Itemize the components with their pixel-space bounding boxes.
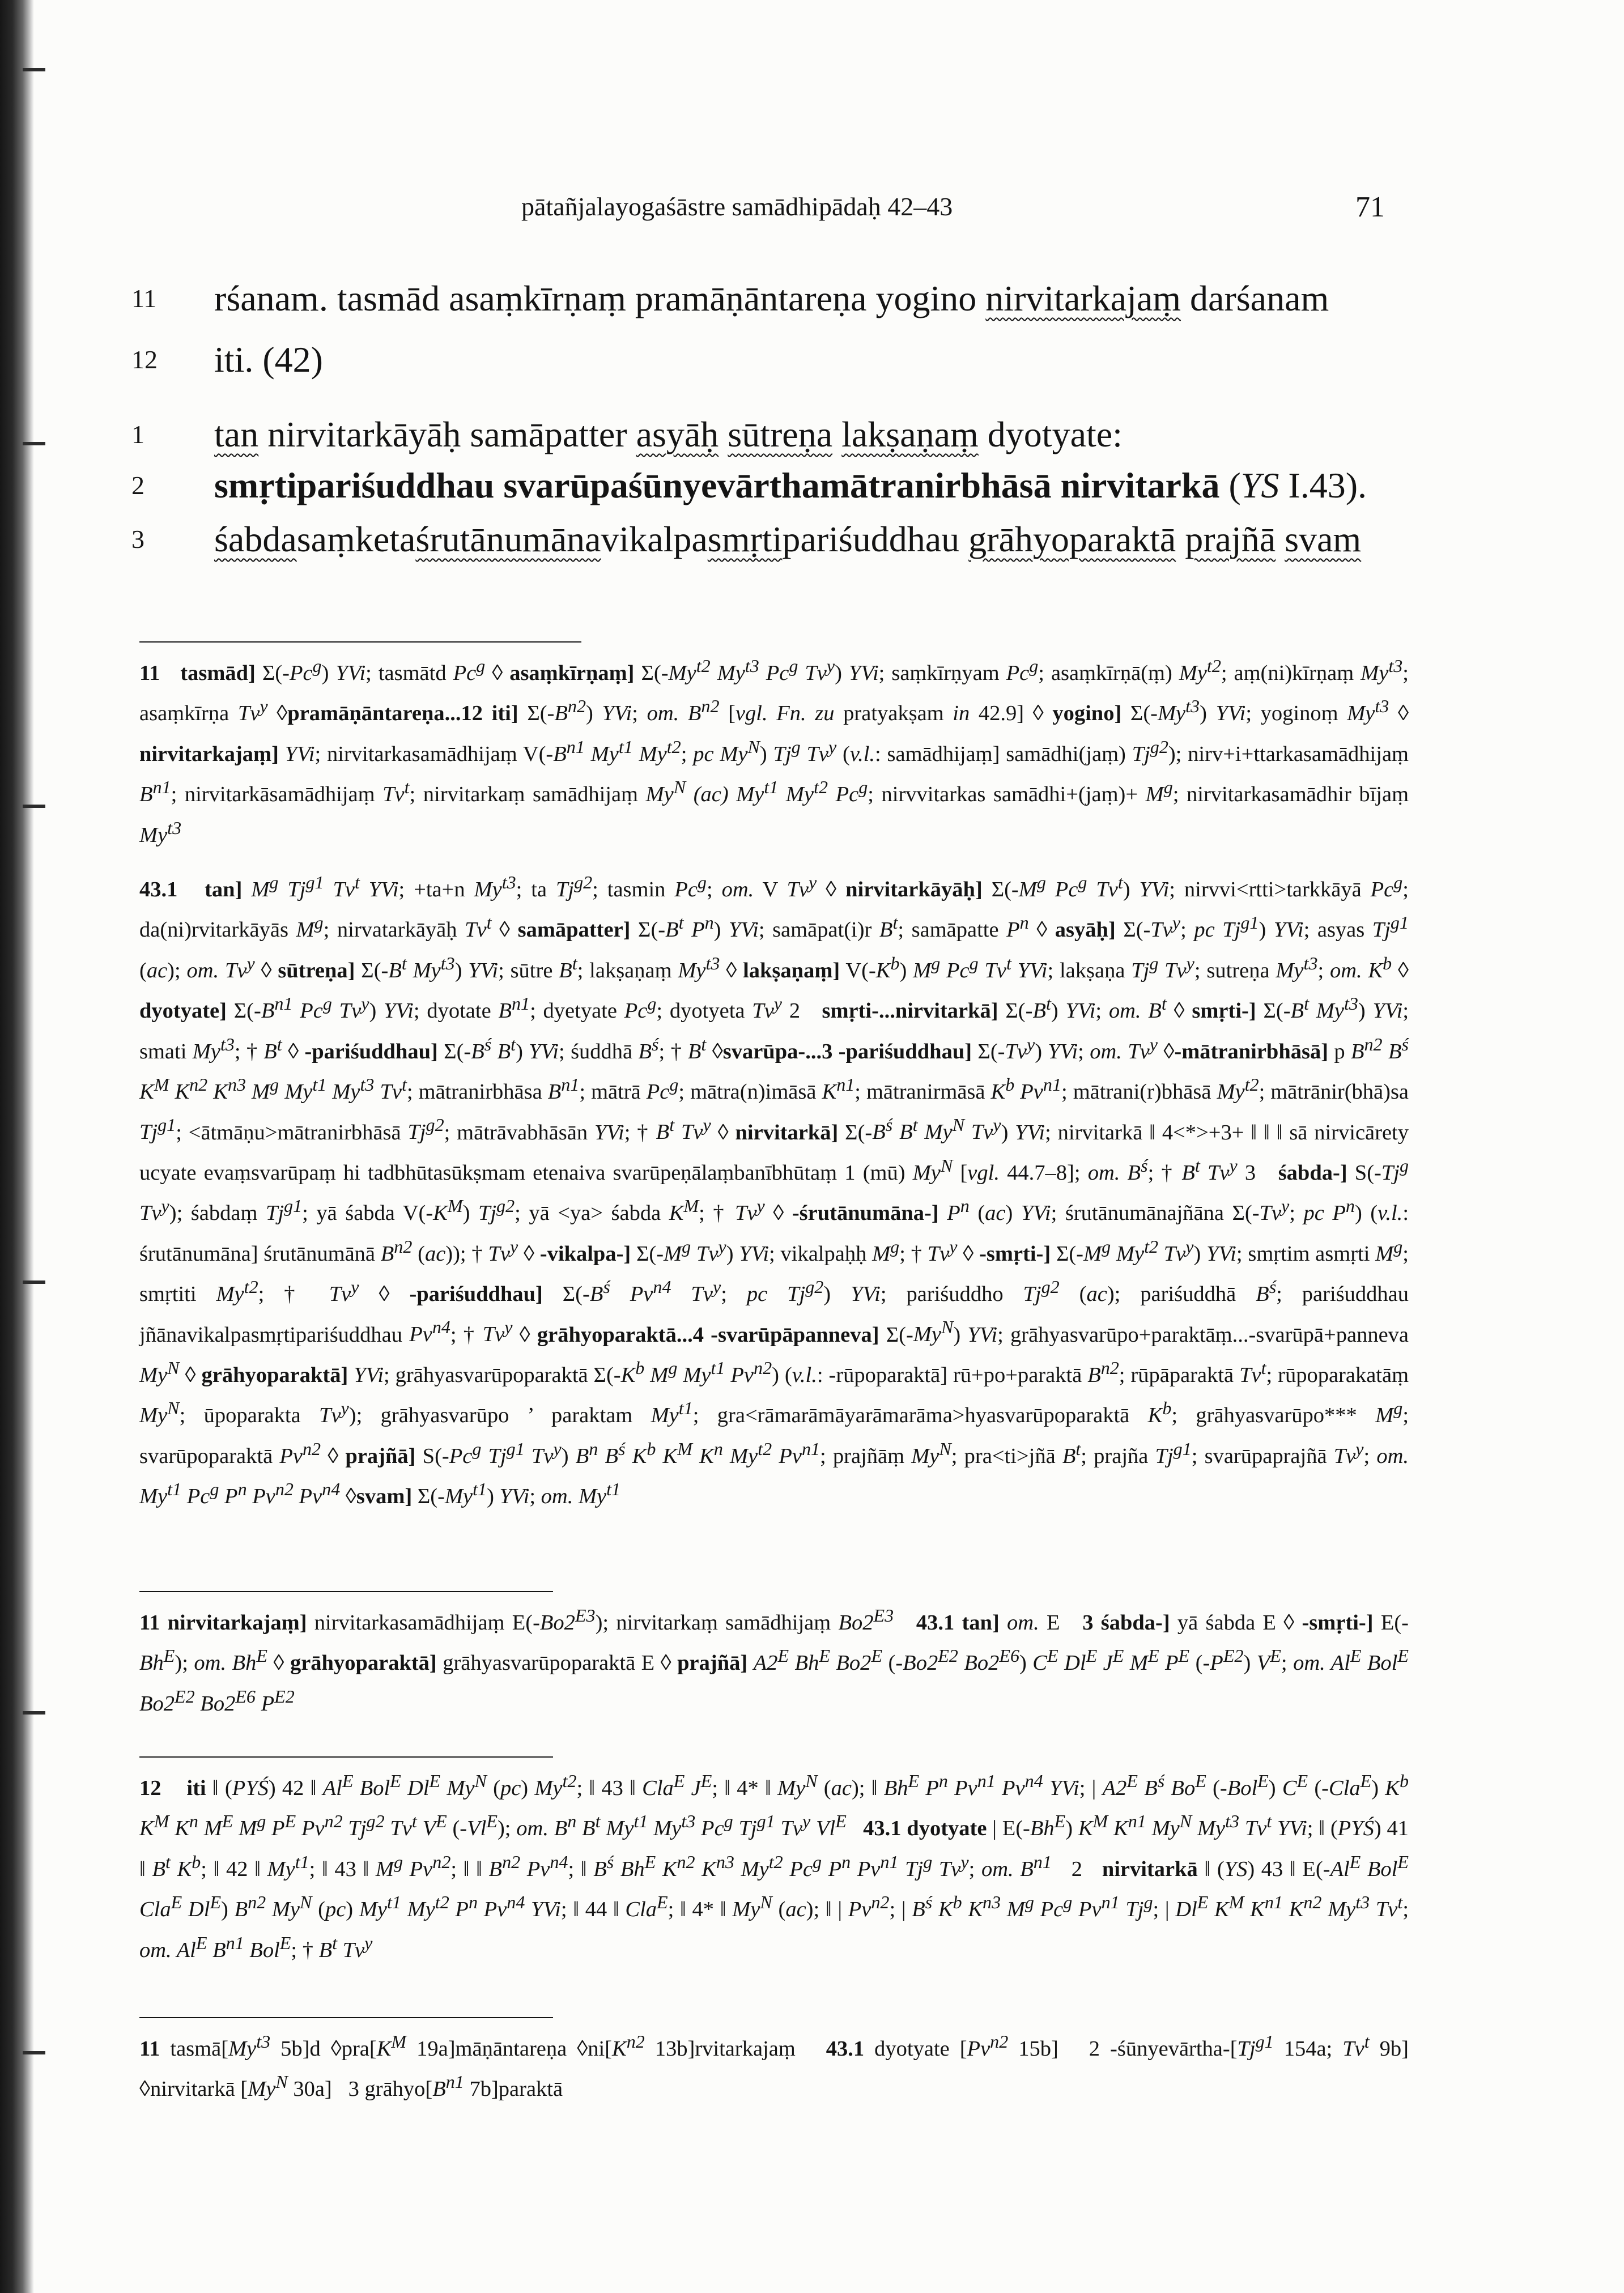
- line-text: iti. (42): [214, 339, 323, 380]
- running-header: pātañjalayogaśāstre samādhipādaḥ 42–43: [521, 192, 953, 221]
- line-text: smṛtipariśuddhau svarūpaśūnyevārthamātranirbhāsā nirvitarkā (YS I.43).: [214, 465, 1367, 505]
- line-number: 12: [131, 345, 158, 374]
- line-number: 2: [131, 471, 144, 500]
- footnote-rule: [139, 2017, 553, 2018]
- line-number: 3: [131, 525, 144, 554]
- apparatus-paragraph: 11 tasmād] Σ(-Pc$^g$) YVi; tasmātd Pc$^g$ ◊ asaṃkīrṇaṃ] $\Sigma(-My^{t2}$ $My^{t3}$ Pc$^g$ Tv$^y$) YVi; saṃkīrṇyam Pc$^g$; asaṃkīrṇā(ṃ) $My^{t2}$; aṃ(ni)kīrṇaṃ $My^{t3}$; asaṃkīrṇa Tv$^y$ ◊pramāṇāntareṇa...12 iti] $\Sigma(-B^{n2})$ YVi; om. $B^{n2}$ [vgl. Fn. zu pratyakṣam in 42.9] ◊ yogino] $\Sigma(-My^{t3})$ YVi; yoginoṃ $My^{t3}$ ◊ nirvitarkajaṃ] YVi; nirvitarkasamādhijaṃ $V(-B^{n1}$ $My^{t1}$ $My^{t2}$; pc $My^N$) Tj$^g$ Tv$^y$ (v.l.: samādhijaṃ] samādhi(jaṃ) $Tj^{g2}$); nirv+i+ttarkasamādhijaṃ $B^{n1}$; nirvitarkāsamādhijaṃ Tv$^t$; nirvitarkaṃ samādhijaṃ $My^N$ (ac) $My^{t1}$ $My^{t2}$ Pc$^g$; nirvvitarkas samādhi+(jaṃ)+ $M^g$; nirvitarkasamādhir bījaṃ $My^{t3}$: [139, 656, 1409, 847]
- text-line: [131, 518, 1537, 564]
- binding-mark: [23, 805, 45, 808]
- apparatus-paragraph: 11 $tasmā[My^{t3}$ 5b]d $◊pra[K^M$ 19a]māṇāntareṇa $◊ni[K^{n2}$ 13b]rvitarkajaṃ 43.1 dyotyate [$Pv^{n2}$ 15b] 2 $-śūnyevārtha-[Tj^{g1}$ 154a; Tv$^t$ 9b] ◊nirvitarkā [$My^N$ 30a] 3 $grāhyo[B^{n1}$ 7b]paraktā: [139, 2031, 1409, 2101]
- binding-mark: [23, 2051, 45, 2054]
- apparatus-paragraph: 12 iti ‖ (PYŚ) 42 ‖ $Al^E$ Bol$^E$ $Dl^E$ $My^N$ (pc) $My^{t2}$; ‖ 43 ‖ Cla$^E$ $J^E$; ‖ 4* ‖ $My^N$ (ac); ‖ $Bh^E$ $P^n$ $Pv^{n1}$ $Pv^{n4}$ YVi; | $A2^E$ $B^ś$ $Bo^E$ (-Bol$^E$) $C^E$ (-Cla$^E$) $K^b$ $K^M$ $K^n$ $M^E$ $M^g$ $P^E$ $Pv^{n2}$ $Tj^{g2}$ Tv$^t$ $V^E$ $(-Vl^E)$; om. $B^n$ $B^t$ $My^{t1}$ $My^{t3}$ Pc$^g$ $Tj^{g1}$ Tv$^y$ $Vl^E$ 43.1 dyotyate | $E(-Bh^E)$ $K^M$ $K^{n1}$ $My^N$ $My^{t3}$ Tv$^t$ YVi; ‖ (PYŚ) 41 ‖ $B^t$ $K^b$; ‖ 42 ‖ $My^{t1}$; ‖ 43 ‖ $M^g$ $Pv^{n2}$; ‖ ‖ $B^{n2}$ $Pv^{n4}$; ‖ $B^ś$ $Bh^E$ $K^{n2}$ $K^{n3}$ $My^{t2}$ Pc$^g$ $P^n$ $Pv^{n1}$ Tj$^g$ Tv$^y$; om. $B^{n1}$ 2 nirvitarkā ‖ (YS) 43 ‖ $E(-Al^E$ Bol$^E$ Cla$^E$ $Dl^E$) $B^{n2}$ $My^N$ (pc) $My^{t1}$ $My^{t2}$ $P^n$ $Pv^{n4}$ YVi; ‖ 44 ‖ Cla$^E$; ‖ 4* ‖ $My^N$ (ac); ‖ | $Pv^{n2}$; | $B^ś$ $K^b$ $K^{n3}$ $M^g$ Pc$^g$ $Pv^{n1}$ Tj$^g$; | $Dl^E$ $K^M$ $K^{n1}$ $K^{n2}$ $My^{t3}$ Tv$^t$; om. $Al^E$ $B^{n1}$ Bol$^E$; † $B^t$ Tv$^y$: [139, 1771, 1409, 1962]
- apparatus-paragraph: 11 nirvitarkajaṃ] nirvitarkasamādhijaṃ $E(-Bo2^{E3})$; nirvitarkaṃ samādhijaṃ $Bo2^{E3}$ 43.1 tan] om. E 3 śabda-] yā śabda E ◊ -smṛti-] $E(-Bh^E)$; om. $Bh^E$ ◊ grāhyoparaktā] grāhyasvarūpoparaktā E ◊ prajñā] $A2^E$ $Bh^E$ $Bo2^E$ ($-Bo2^{E2}$ $Bo2^{E6}$) $C^E$ $Dl^E$ $J^E$ $M^E$ $P^E$ $(-P^{E2})$ $V^E$; om. $Al^E$ Bol$^E$ $Bo2^{E2}$ $Bo2^{E6}$ $P^{E2}$: [139, 1605, 1409, 1716]
- binding-mark: [23, 68, 45, 71]
- binding-mark: [23, 1280, 45, 1284]
- footnote-rule: [139, 1591, 553, 1592]
- footnote-rule: [139, 641, 581, 643]
- line-text: śabdasaṃketaśrutānumānavikalpasmṛtipariśuddhau grāhyoparaktā prajñā svam: [214, 519, 1362, 559]
- binding-mark: [23, 1711, 45, 1715]
- line-number: 1: [131, 420, 144, 449]
- apparatus-paragraph: 43.1 tan] $M^g$ $Tj^{g1}$ Tv$^t$ YVi; +ta+n $My^{t3}$; ta $Tj^{g2}$; tasmin Pc$^g$; om. V Tv$^y$ ◊ nirvitarkāyāḥ] $\Sigma(-M^g$ Pc$^g$ Tv$^t$) YVi; nirvvi<rtti>tarkkāyā Pc$^g$; da(ni)rvitarkāyās $M^g$; nirvatarkāyāḥ Tv$^t$ ◊ samāpatter] $\Sigma(-B^t$ $P^n$) YVi; samāpat(i)r $B^t$; samāpatte $P^n$ ◊ asyāḥ] Σ(-Tv$^y$; pc $Tj^{g1}$) YVi; asyas $Tj^{g1}$ (ac); om. Tv$^y$ ◊ sūtreṇa] $\Sigma(-B^t$ $My^{t3}$) YVi; sūtre $B^t$; lakṣaṇaṃ $My^{t3}$ ◊ lakṣaṇaṃ] $V(-K^b)$ $M^g$ Pc$^g$ Tv$^t$ YVi; lakṣaṇa Tj$^g$ Tv$^y$; sutreṇa $My^{t3}$; om. $K^b$ ◊ dyotyate] $\Sigma(-B^{n1}$ Pc$^g$ Tv$^y$) YVi; dyotate $B^{n1}$; dyetyate Pc$^g$; dyotyeta Tv$^y$ 2 smṛti-...nirvitarkā] $\Sigma(-B^t)$ YVi; om. $B^t$ ◊ smṛti-] $\Sigma(-B^t$ $My^{t3}$) YVi; smati $My^{t3}$; † $B^t$ ◊ -pariśuddhau] $\Sigma(-B^ś$ $B^t$) YVi; śuddhā $B^ś$; † $B^t$ ◊svarūpa-...3 -pariśuddhau] Σ(-Tv$^y$) YVi; om. Tv$^y$ ◊-mātranirbhāsā] p $B^{n2}$ $B^ś$ $K^M$ $K^{n2}$ $K^{n3}$ $M^g$ $My^{t1}$ $My^{t3}$ Tv$^t$; mātranirbhāsa $B^{n1}$; mātrā Pc$^g$; mātra(n)imāsā $K^{n1}$; mātranirmāsā $K^b$ $Pv^{n1}$; mātrani(r)bhāsā $My^{t2}$; mātrānir(bhā)sa $Tj^{g1}$; <ātmāṇu>mātranirbhāsā $Tj^{g2}$; mātrāvabhāsān YVi; † $B^t$ Tv$^y$ ◊ nirvitarkā] $\Sigma(-B^ś$ $B^t$ $My^N$ Tv$^y$) YVi; nirvitarkā ‖ 4<*>+3+ ‖ ‖ ‖ sā nirvicārety ucyate evaṃsvarūpaṃ hi tadbhūtasūkṣmam etenaiva svarūpeṇālaṃbanībhūtaṃ 1 (mū) $My^N$ [vgl. 44.7–8]; om. $B^ś$; † $B^t$ Tv$^y$ 3 śabda-] S(-Tj$^g$ Tv$^y$); śabdaṃ $Tj^{g1}$; yā śabda $V(-K^M)$ $Tj^{g2}$; yā <ya> śabda $K^M$; † Tv$^y$ ◊ -śrutānumāna-] $P^n$ (ac) YVi; śrutānumānajñāna Σ(-Tv$^y$; pc $P^n$) (v.l.: śrutānumāna] śrutānumānā $B^{n2}$ (ac)); † Tv$^y$ ◊ -vikalpa-] $\Sigma(-M^g$ Tv$^y$) YVi; vikalpaḥḥ $M^g$; † Tv$^y$ ◊ -smṛti-] $\Sigma(-M^g$ $My^{t2}$ Tv$^y$) YVi; smṛtim asmṛti $M^g$; smṛtiti $My^{t2}$; † Tv$^y$ ◊ -pariśuddhau] $\Sigma(-B^ś$ $Pv^{n4}$ Tv$^y$; pc $Tj^{g2}$) YVi; pariśuddho $Tj^{g2}$ (ac); pariśuddhā $B^ś$; pariśuddhau jñānavikalpasmṛtipariśuddhau $Pv^{n4}$; † Tv$^y$ ◊ grāhyoparaktā...4 -svarūpāpanneva] $\Sigma(-My^N)$ YVi; grāhyasvarūpo+paraktāṃ...-svarūpā+panneva $My^N$ ◊ grāhyoparaktā] YVi; grāhyasvarūpoparaktā $\Sigma(-K^b$ $M^g$ $My^{t1}$ $Pv^{n2}$) (v.l.: -rūpoparaktā] rū+po+paraktā $B^{n2}$; rūpāparaktā Tv$^t$; rūpoparakatāṃ $My^N$; ūpoparakta Tv$^y$); grāhyasvarūpo ’ paraktam $My^{t1}$; gra<rāmarāmāyarāmarāma>hyasvarūpoparaktā $K^b$; grāhyasvarūpo*** $M^g$; svarūpoparaktā $Pv^{n2}$ ◊ prajñā] S(-Pc$^g$ $Tj^{g1}$ Tv$^y$) $B^n$ $B^ś$ $K^b$ $K^M$ $K^n$ $My^{t2}$ $Pv^{n1}$; prajñāṃ $My^N$; pra<ti>jñā $B^t$; prajña $Tj^{g1}$; svarūpaprajñā Tv$^y$; om. $My^{t1}$ Pc$^g$ $P^n$ $Pv^{n2}$ $Pv^{n4}$ ◊svam] $\Sigma(-My^{t1})$ YVi; om. $My^{t1}$: [139, 872, 1409, 1509]
- page-number: 71: [1355, 191, 1385, 223]
- line-number: 11: [131, 284, 157, 313]
- text-line: [131, 465, 1537, 510]
- line-text: tan nirvitarkāyāḥ samāpatter asyāḥ sūtreṇa lakṣaṇaṃ dyotyate:: [214, 414, 1123, 454]
- line-text: rśanam. tasmād asaṃkīrṇaṃ pramāṇāntareṇa yogino nirvitarkajaṃ darśanam: [214, 278, 1329, 318]
- book-binding-edge: [0, 0, 34, 2293]
- text-line: [131, 339, 1537, 384]
- footnote-rule: [139, 1756, 553, 1758]
- binding-mark: [23, 442, 45, 445]
- text-line: [131, 278, 1537, 323]
- text-line: [131, 414, 1537, 459]
